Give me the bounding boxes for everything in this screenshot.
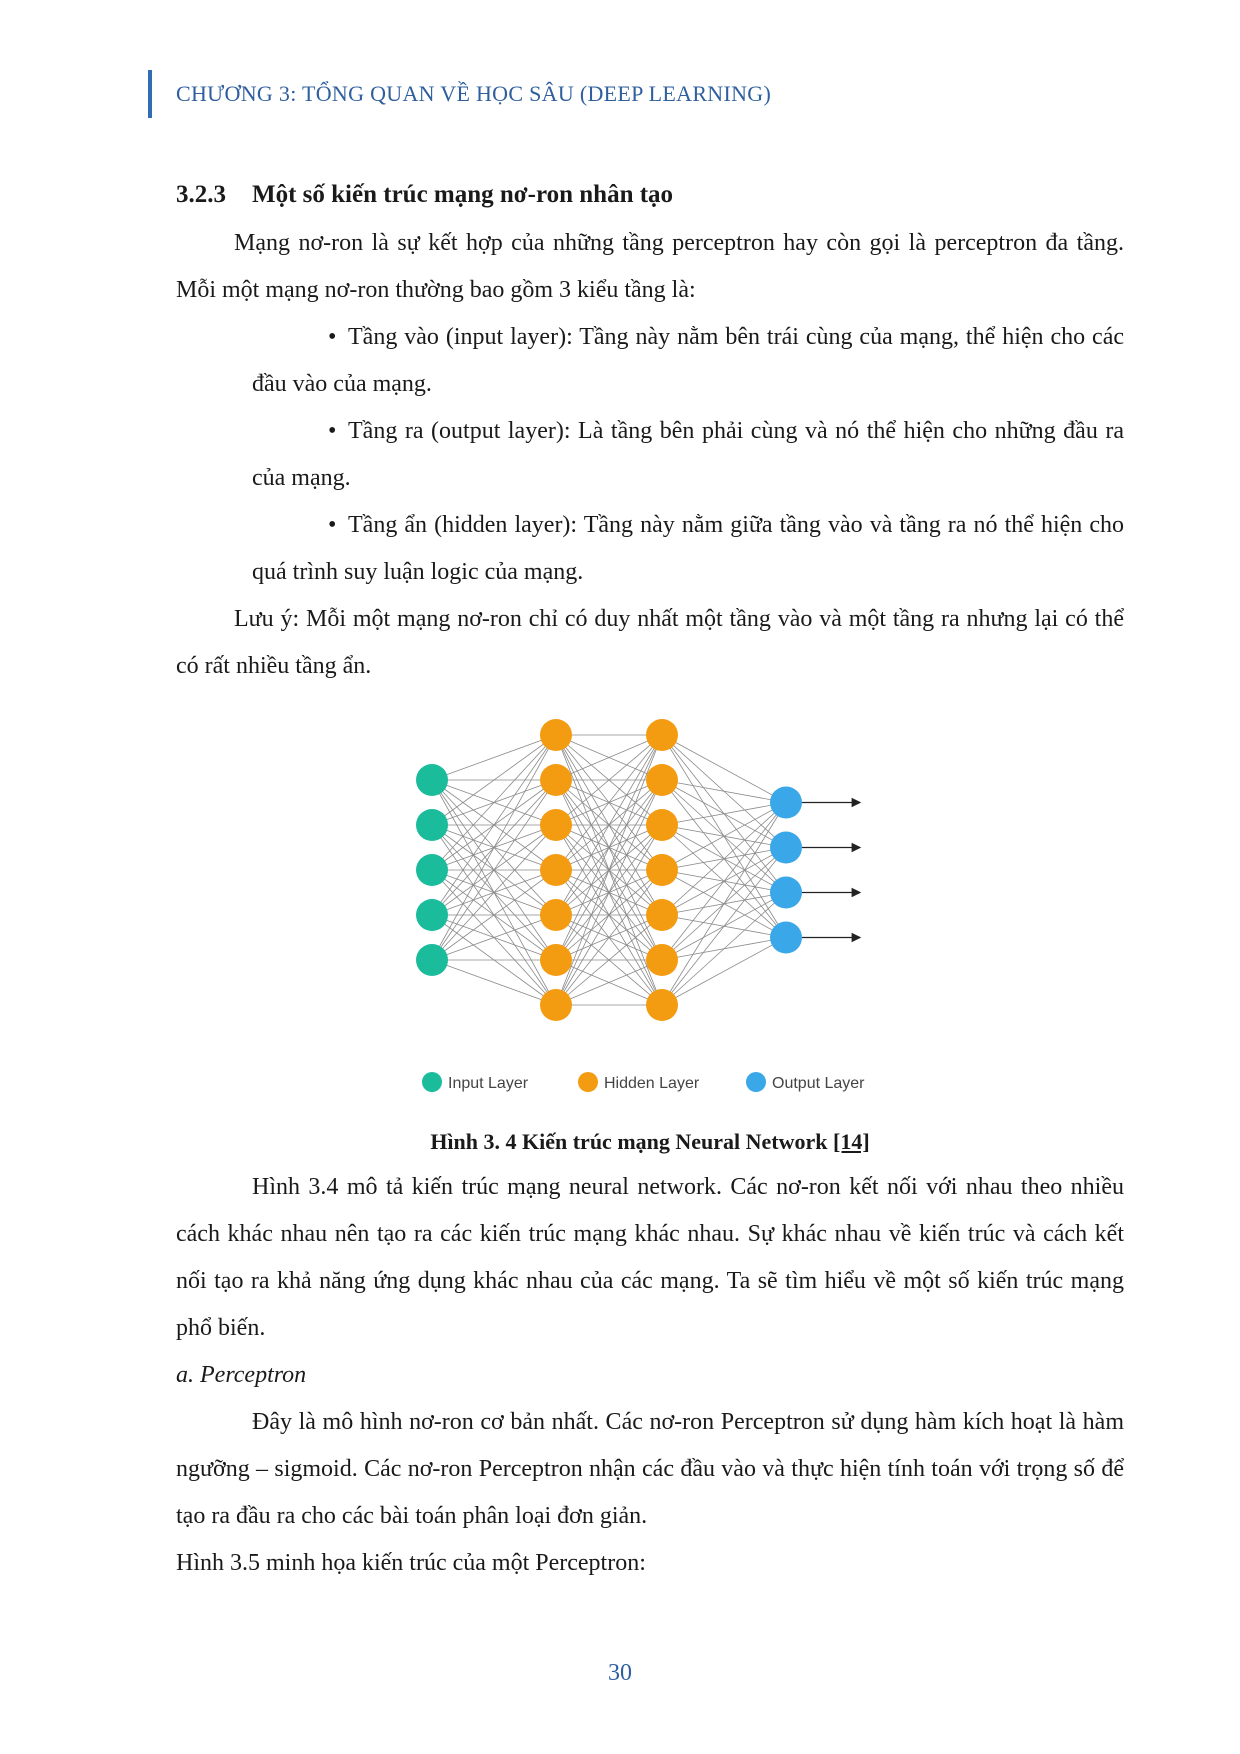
- connection-line: [662, 803, 786, 961]
- connection-line: [662, 938, 786, 1006]
- neuron-node: [540, 809, 572, 841]
- neuron-node: [540, 944, 572, 976]
- connection-lines: [432, 735, 786, 1005]
- legend-input-label: Input Layer: [448, 1075, 529, 1092]
- connection-line: [662, 803, 786, 1006]
- neuron-node: [770, 787, 802, 819]
- neuron-node: [770, 922, 802, 954]
- legend-hidden-swatch: [578, 1072, 598, 1092]
- page-number: 30: [608, 1660, 632, 1686]
- figure-caption: [176, 1120, 1124, 1164]
- neuron-node: [646, 719, 678, 751]
- intro-paragraph: Mạng nơ-ron là sự kết hợp của những tầng perceptron hay còn gọi là perceptron đa tầng. Mỗi một mạng nơ-ron thường bao gồm 3 kiểu tầng là:: [176, 230, 1124, 303]
- legend-output-label: Output Layer: [772, 1075, 865, 1092]
- connection-line: [662, 803, 786, 826]
- neuron-node: [646, 944, 678, 976]
- neuron-node: [416, 764, 448, 796]
- neuron-node: [770, 877, 802, 909]
- neuron-node: [540, 764, 572, 796]
- neuron-node: [416, 944, 448, 976]
- connection-line: [662, 780, 786, 803]
- connection-line: [662, 848, 786, 1006]
- perceptron-paragraph: Đây là mô hình nơ-ron cơ bản nhất. Các nơ-ron Perceptron sử dụng hàm kích hoạt là hàm ngưỡng – sigmoid. Các nơ-ron Perceptron nhận các đầu vào và thực hiện tính toán với trọng số để tạo ra đầu ra cho các bài toán phân loại đơn giản.: [176, 1409, 1124, 1529]
- neuron-node: [646, 764, 678, 796]
- connection-line: [432, 735, 556, 960]
- neuron-node: [646, 989, 678, 1021]
- bullet-hidden-layer: [176, 502, 1124, 596]
- subsection-a-heading: a. Perceptron: [176, 1362, 307, 1388]
- section-title: Một số kiến trúc mạng nơ-ron nhân tạo: [252, 181, 674, 208]
- bullet-dot: •: [328, 324, 337, 350]
- connection-line: [662, 803, 786, 871]
- caption-reference-link[interactable]: [14]: [833, 1129, 870, 1154]
- neuron-node: [416, 899, 448, 931]
- neuron-node: [416, 809, 448, 841]
- bullet-text: Tầng vào (input layer): Tầng này nằm bên trái cùng của mạng, thể hiện cho các đầu vào của mạng.: [252, 324, 1124, 397]
- figure-3-5-intro: Hình 3.5 minh họa kiến trúc của một Perceptron:: [176, 1550, 646, 1576]
- bullet-dot: •: [328, 512, 337, 538]
- neuron-node: [540, 719, 572, 751]
- bullet-output-layer: [176, 408, 1124, 502]
- connection-line: [662, 735, 786, 803]
- caption-text: Hình 3. 4 Kiến trúc mạng Neural Network: [430, 1129, 828, 1154]
- legend-hidden-label: Hidden Layer: [604, 1075, 700, 1092]
- chapter-header: [148, 70, 771, 118]
- connection-line: [662, 803, 786, 916]
- connection-line: [432, 735, 556, 780]
- neuron-node: [540, 989, 572, 1021]
- connection-line: [662, 893, 786, 1006]
- section-heading: [176, 170, 1124, 220]
- neuron-node: [646, 809, 678, 841]
- neuron-node: [540, 854, 572, 886]
- bullet-text: Tầng ra (output layer): Là tầng bên phải cùng và nó thể hiện cho những đầu ra của mạng.: [252, 418, 1124, 491]
- connection-line: [432, 960, 556, 1005]
- output-arrows: [802, 803, 860, 938]
- neuron-node: [646, 899, 678, 931]
- chapter-title: CHƯƠNG 3: TỔNG QUAN VỀ HỌC SÂU (DEEP LEARNING): [176, 81, 772, 106]
- bullet-input-layer: [176, 314, 1124, 408]
- neuron-node: [770, 832, 802, 864]
- note-paragraph: Lưu ý: Mỗi một mạng nơ-ron chỉ có duy nhất một tầng vào và một tầng ra nhưng lại có thể có rất nhiều tầng ẩn.: [176, 606, 1124, 679]
- neuron-node: [540, 899, 572, 931]
- bullet-dot: •: [328, 418, 337, 444]
- neuron-node: [646, 854, 678, 886]
- connection-line: [432, 735, 556, 870]
- neural-network-figure: [176, 700, 1124, 1120]
- figure-legend: [422, 1072, 865, 1092]
- legend-input-swatch: [422, 1072, 442, 1092]
- section-number: 3.2.3: [176, 181, 226, 208]
- neural-network-diagram: [400, 700, 900, 1120]
- neuron-node: [416, 854, 448, 886]
- figure-description-paragraph: Hình 3.4 mô tả kiến trúc mạng neural network. Các nơ-ron kết nối với nhau theo nhiều cách khác nhau nên tạo ra các kiến trúc mạng khác nhau. Sự khác nhau về kiến trúc và cách kết nối tạo ra khả năng ứng dụng khác nhau của các mạng. Ta sẽ tìm hiểu về một số kiến trúc mạng phổ biến.: [176, 1174, 1124, 1341]
- bullet-text: Tầng ẩn (hidden layer): Tầng này nằm giữa tầng vào và tầng ra nó thể hiện cho quá trình suy luận logic của mạng.: [252, 512, 1124, 585]
- page-content: [176, 170, 1124, 1587]
- legend-output-swatch: [746, 1072, 766, 1092]
